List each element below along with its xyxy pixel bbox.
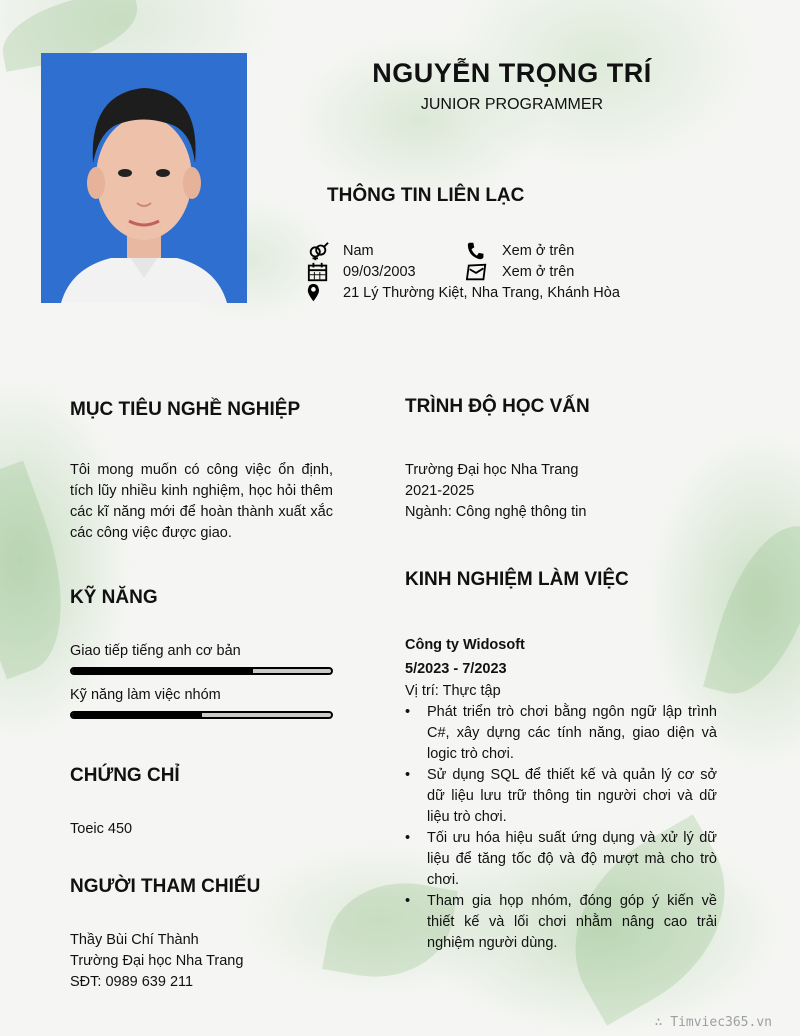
skill-bar [70, 711, 333, 719]
candidate-role: JUNIOR PROGRAMMER [420, 96, 604, 113]
bullet-text: Tối ưu hóa hiệu suất ứng dụng và xử lý dữ liệu để tăng tốc độ và độ mượt mà cho trò chơi. [427, 830, 717, 888]
reference-line: SĐT: 0989 639 211 [70, 974, 194, 990]
experience-bullet [405, 891, 717, 954]
education-line: 2021-2025 [405, 483, 475, 499]
phone-icon [466, 241, 488, 261]
skill-bar-fill [72, 713, 202, 717]
contact-address [307, 283, 620, 303]
contact-heading: THÔNG TIN LIÊN LẠC [327, 185, 525, 206]
objective-heading: MỤC TIÊU NGHỀ NGHIỆP [70, 399, 301, 420]
reference-line: Thầy Bùi Chí Thành [70, 932, 199, 948]
certificates-heading: CHỨNG CHỈ [70, 765, 180, 786]
contact-gender [307, 241, 374, 261]
objective-text: Tôi mong muốn có công việc ổn định, tích lũy nhiều kinh nghiệm, học hỏi thêm các kĩ năng mới để hoàn thành xuất xắc các công việc được giao. [70, 462, 333, 541]
email-icon [466, 262, 488, 282]
contact-phone [466, 241, 574, 261]
references-heading: NGƯỜI THAM CHIẾU [70, 876, 261, 897]
experience-bullet [405, 765, 717, 828]
bullet-mark: • [405, 767, 411, 783]
references-list [70, 930, 243, 993]
skills-heading: KỸ NĂNG [70, 587, 158, 608]
experience-period: 5/2023 - 7/2023 [405, 661, 507, 677]
education-line: Trường Đại học Nha Trang [405, 462, 579, 478]
leaf-decoration [703, 513, 800, 708]
experience-heading: KINH NGHIỆM LÀM VIỆC [405, 569, 629, 590]
skill-bar [70, 667, 333, 675]
candidate-name: NGUYỄN TRỌNG TRÍ [372, 58, 652, 88]
bullet-mark: • [405, 704, 411, 720]
education-heading: TRÌNH ĐỘ HỌC VẤN [405, 396, 590, 417]
skill-label: Giao tiếp tiếng anh cơ bản [70, 643, 241, 659]
experience-block [405, 633, 717, 954]
calendar-icon [307, 262, 329, 282]
map-pin-icon [307, 283, 329, 303]
gender-icon [307, 241, 329, 261]
birthdate-value: 09/03/2003 [343, 264, 416, 280]
skill-bar-fill [72, 669, 253, 673]
bullet-text: Tham gia họp nhóm, đóng góp ý kiến về thiết kế và lối chơi nhằm nâng cao trải nghiệm người dùng. [427, 893, 717, 951]
watermark: ∴ Timviec365.vn [654, 1015, 772, 1030]
experience-position: Vị trí: Thực tập [405, 683, 501, 699]
certificate-item: Toeic 450 [70, 821, 133, 837]
bullet-mark: • [405, 893, 411, 909]
education-list [405, 460, 586, 523]
skill-label: Kỹ năng làm việc nhóm [70, 687, 221, 703]
experience-bullet [405, 702, 717, 765]
education-line: Ngành: Công nghệ thông tin [405, 504, 587, 520]
gender-value: Nam [343, 243, 374, 259]
profile-photo [41, 53, 247, 303]
experience-company: Công ty Widosoft [405, 637, 525, 653]
bullet-text: Phát triển trò chơi bằng ngôn ngữ lập trình C#, xây dựng các tính năng, giao diện và logic trò chơi. [427, 704, 717, 762]
bullet-mark: • [405, 830, 411, 846]
bullet-text: Sử dụng SQL để thiết kế và quản lý cơ sở dữ liệu lưu trữ thông tin người chơi và dữ liệu trò chơi. [427, 767, 717, 825]
address-value: 21 Lý Thường Kiệt, Nha Trang, Khánh Hòa [343, 285, 620, 301]
contact-email [466, 262, 574, 282]
email-value: Xem ở trên [502, 264, 575, 280]
experience-bullet [405, 828, 717, 891]
reference-line: Trường Đại học Nha Trang [70, 953, 244, 969]
contact-birthdate [307, 262, 416, 282]
phone-value: Xem ở trên [502, 243, 575, 259]
